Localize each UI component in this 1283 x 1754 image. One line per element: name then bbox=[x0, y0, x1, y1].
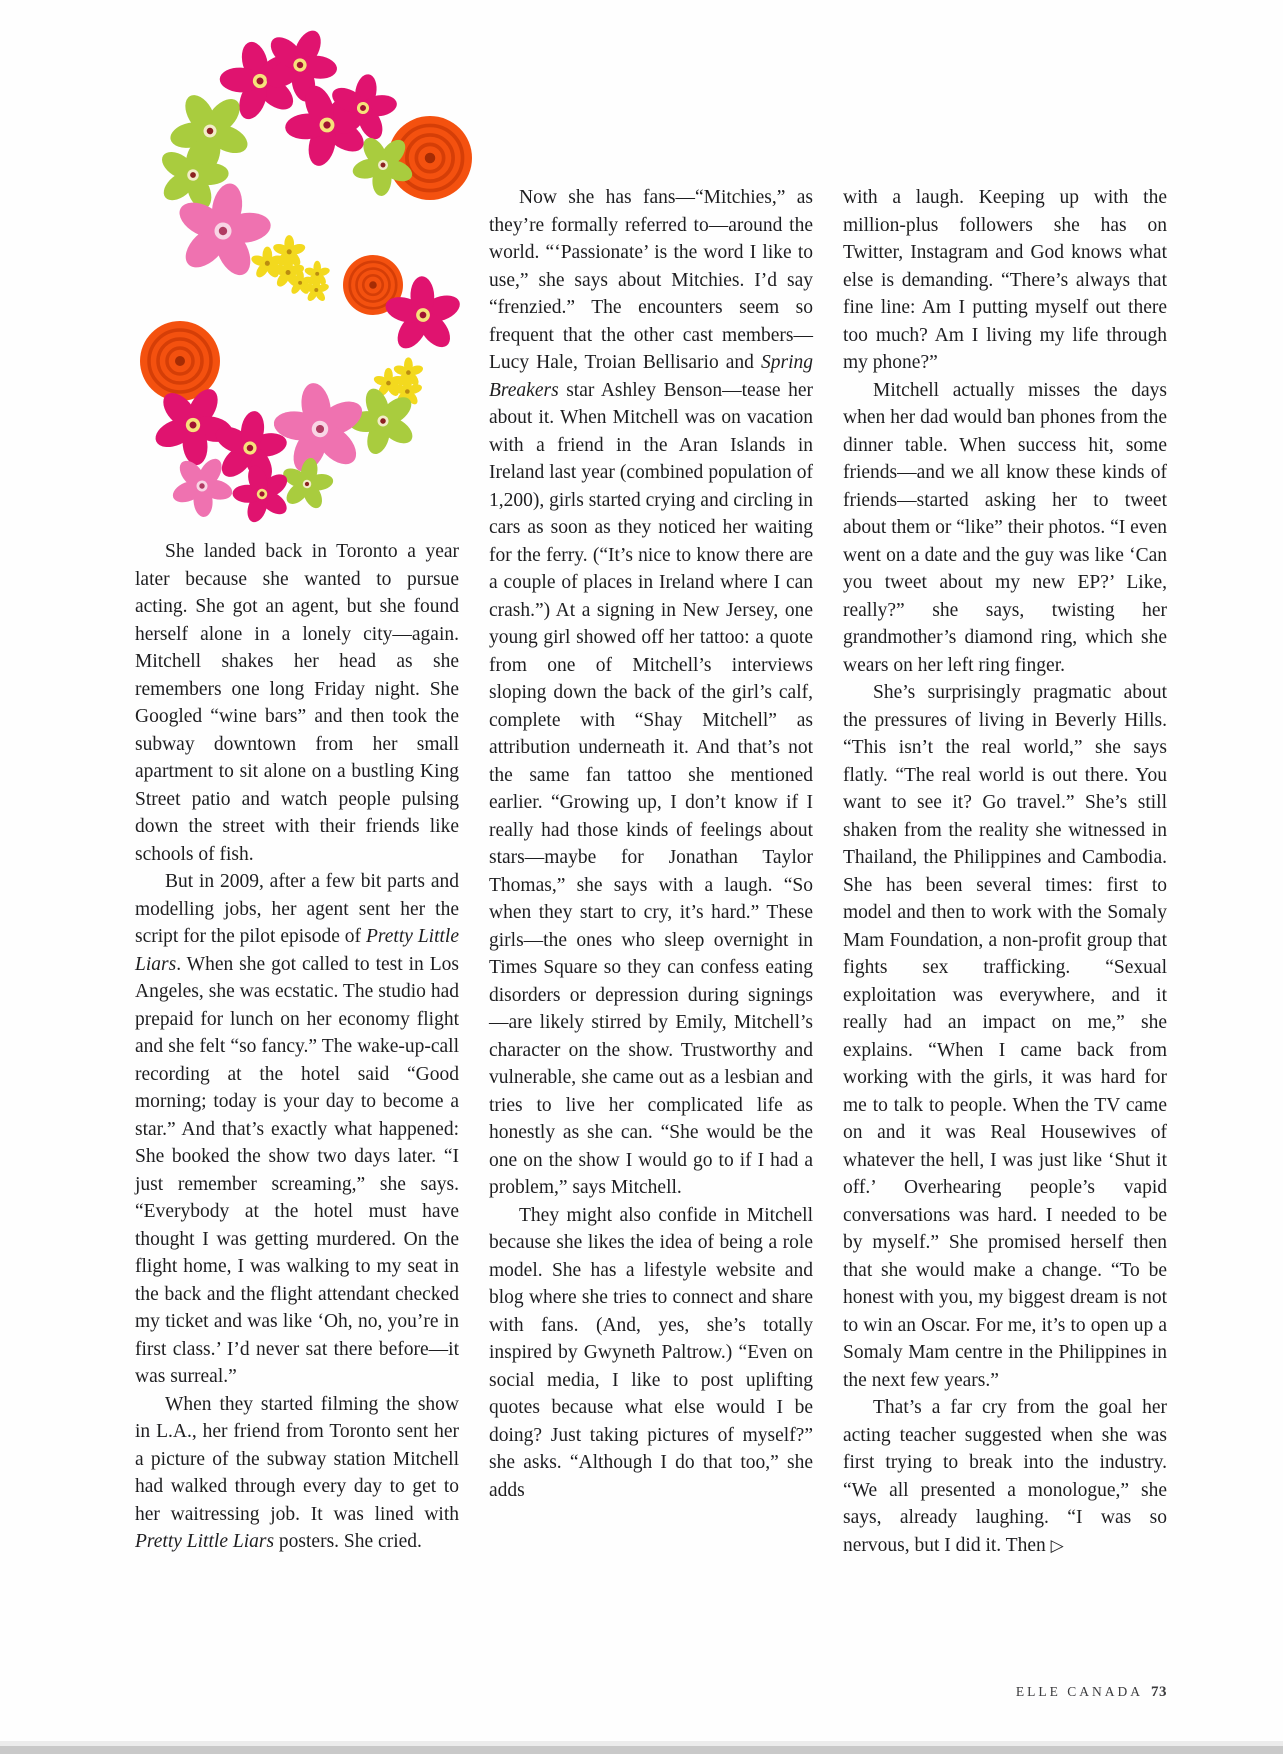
paragraph: When they started filming the show in L.A., her friend from Toronto sent her a picture of the subway station Mitchell had walked through every day to get to her waitressing job. It was lined with Pretty Little Liars posters. She cried. bbox=[135, 1393, 459, 1552]
paragraph: That’s a far cry from the goal her acting teacher suggested when she was first trying to break into the industry. “We all presented a monologue,” she says, already laughing. “I was so nervous, but I did it. Then ▷ bbox=[843, 1397, 1167, 1556]
publication-name: ELLE CANADA bbox=[1015, 1684, 1143, 1699]
paragraph: She’s surprisingly pragmatic about the pressures of living in Beverly Hills. “This isn’t the real world,” she says flatly. “The real world is out there. You want to see it? Go travel.” She’s still shaken from the reality she witnessed in Thailand, the Philippines and Cambodia. She has been several times: first to model and then to work with the Somaly Mam Foundation, a non-profit group that fights sex trafficking. “Sexual exploitation was everywhere, and it really had an impact on me,” she explains. “When I came back from working with the girls, it was hard for me to talk to people. When the TV came on and it was Real Housewives of whatever the hell, I was just like ‘Shut it off.’ Overhearing people’s vapid conversations was hard. I needed to be by myself.” She promised herself then that she would make a change. “To be honest with you, my biggest dream is not to win an Oscar. For me, it’s to open up a Somaly Mam centre in the Philippines in the next few years.” bbox=[843, 682, 1167, 1391]
scan-edge-dark-strip bbox=[0, 1746, 1283, 1754]
continuation-triangle-icon: ▷ bbox=[1050, 1535, 1064, 1555]
page-footer bbox=[1016, 1684, 1167, 1701]
paragraph: Now she has fans—“Mitchies,” as they’re formally referred to—around the world. “‘Passionate’ is the word I like to use,” she says about Mitchies. I’d say “frenzied.” The encounters seem so frequent that the other cast members—Lucy Hale, Troian Bellisario and Spring Breakers star Ashley Benson—tease her about it. When Mitchell was on vacation with a friend in the Aran Islands in Ireland last year (combined population of 1,200), girls started crying and circling in cars as soon as they noticed her waiting for the ferry. (“It’s nice to know there are a couple of places in Ireland where I can crash.”) At a signing in New Jersey, one young girl showed off her tattoo: a quote from one of Mitchell’s interviews sloping down the back of the girl’s calf, complete with “Shay Mitchell” as attribution underneath it. And that’s not the same fan tattoo she mentioned earlier. “Growing up, I don’t know if I really had those kinds of feelings about stars—maybe for Jonathan Taylor Thomas,” she says with a laugh. “So when they start to cry, it’s hard.” These girls—the ones who sleep overnight in Times Square so they can confess eating disorders or depression during signings—are likely stirred by Emily, Mitchell’s character on the show. Trustworthy and vulnerable, she came out as a lesbian and tries to live her complicated life as honestly as she can. “She would be the one on the show I would go to if I had a problem,” says Mitchell. bbox=[489, 187, 813, 1198]
floral-letter-s-image bbox=[112, 16, 472, 538]
paragraph: Mitchell actually misses the days when her dad would ban phones from the dinner table. When success hit, some friends—and we all know these kinds of friends—started asking her to tweet about them or “like” their photos. “I even went on a date and the guy was like ‘Can you tweet about my new EP?’ Like, really?” she says, twisting her grandmother’s diamond ring, which she wears on her left ring finger. bbox=[843, 379, 1167, 676]
paragraph: with a laugh. Keeping up with the million-plus followers she has on Twitter, Instagram and God knows what else is demanding. “There’s always that fine line: Am I putting myself out there too much? Am I living my life through my phone?” bbox=[843, 187, 1167, 373]
paragraph: She landed back in Toronto a year later because she wanted to pursue acting. She got an agent, but she found herself alone in a lonely city—again. Mitchell shakes her head as she remembers one long Friday night. She Googled “wine bars” and then took the subway downtown from her small apartment to sit alone on a bustling King Street patio and watch people pulsing down the street with their friends like schools of fish. bbox=[135, 541, 459, 865]
article-column-3 bbox=[843, 184, 1167, 1559]
article-column-1 bbox=[135, 538, 459, 1556]
floral-drop-cap-s bbox=[112, 16, 472, 538]
paragraph: But in 2009, after a few bit parts and modelling jobs, her agent sent her the script for the pilot episode of Pretty Little Liars. When she got called to test in Los Angeles, she was ecstatic. The studio had prepaid for lunch on her economy flight and she felt “so fancy.” The wake-up-call recording at the hotel said “Good morning; today is your day to become a star.” And that’s exactly what happened: She booked the show two days later. “I just remember screaming,” she says. “Everybody at the hotel must have thought I was getting murdered. On the flight home, I was walking to my seat in the back and the flight attendant checked my ticket and was like ‘Oh, no, you’re in first class.’ I’d never sat there before—it was surreal.” bbox=[135, 871, 459, 1387]
article-column-2 bbox=[489, 184, 813, 1504]
page-number: 73 bbox=[1151, 1684, 1167, 1700]
paragraph: They might also confide in Mitchell because she likes the idea of being a role model. She has a lifestyle website and blog where she tries to connect and share with fans. (And, yes, she’s totally inspired by Gwyneth Paltrow.) “Even on social media, I like to post uplifting quotes because what else would I be doing? Just taking pictures of myself?” she asks. “Although I do that too,” she adds bbox=[489, 1204, 813, 1501]
